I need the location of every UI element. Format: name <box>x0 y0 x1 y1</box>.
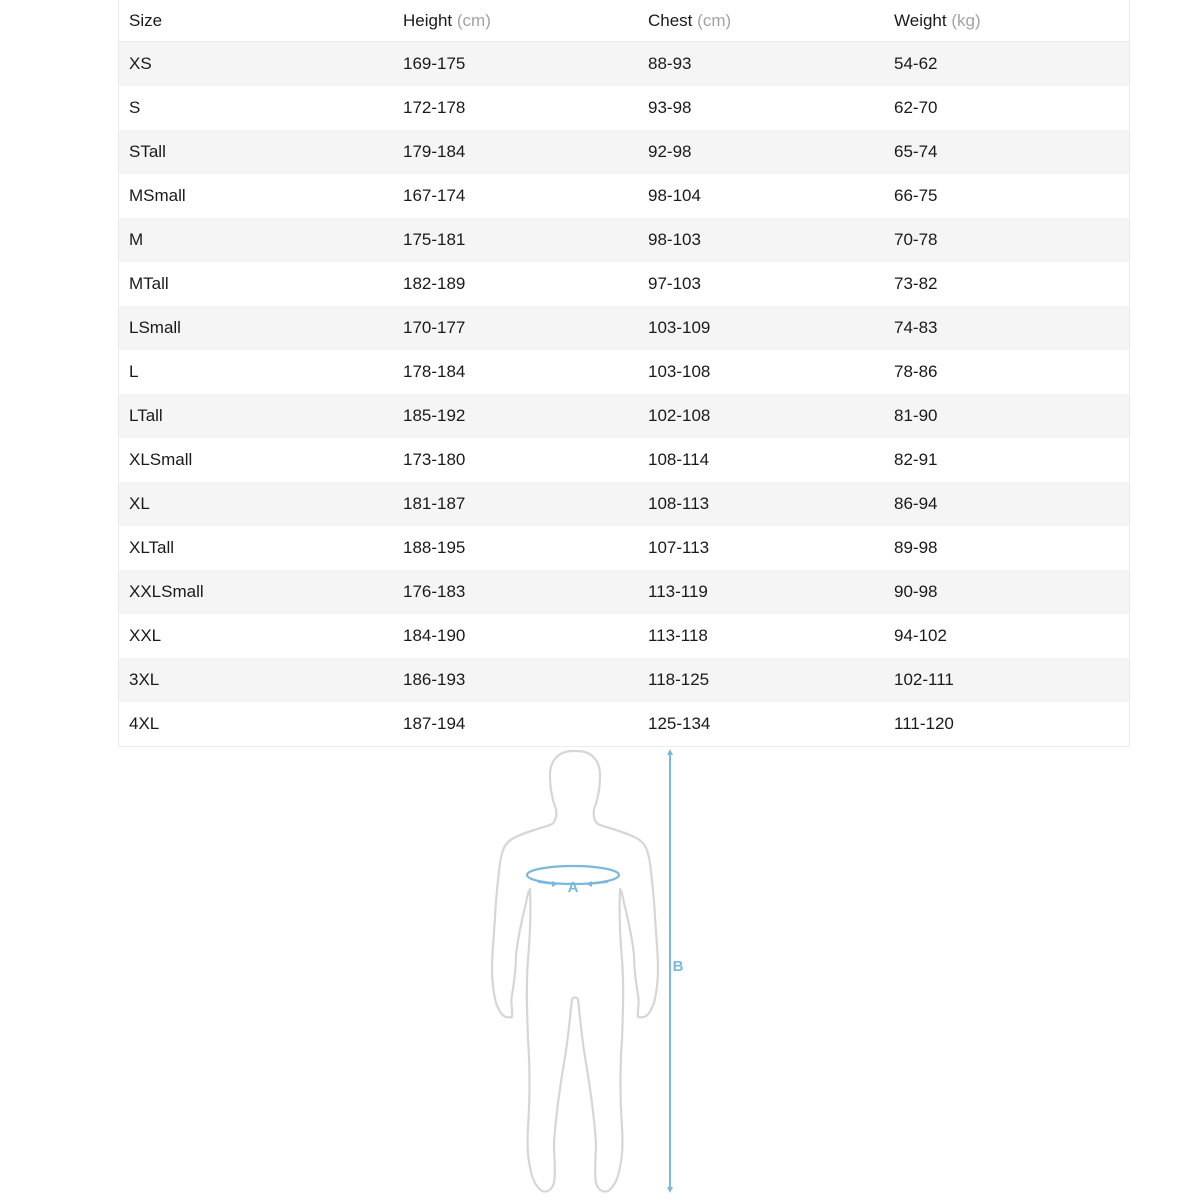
unit-label: (kg) <box>951 10 981 30</box>
cell-height: 185-192 <box>403 406 466 425</box>
cell-height: 173-180 <box>403 450 466 469</box>
cell-chest: 92-98 <box>648 142 692 161</box>
cell-height: 167-174 <box>403 186 466 205</box>
cell-size: M <box>129 230 144 249</box>
table-body <box>119 42 1129 746</box>
size-chart-table <box>118 0 1130 747</box>
cell-chest: 102-108 <box>648 406 711 425</box>
cell-chest: 107-113 <box>648 538 710 557</box>
cell-weight: 81-90 <box>894 406 938 425</box>
cell-height: 175-181 <box>403 230 466 249</box>
cell-height: 169-175 <box>403 54 466 73</box>
cell-height: 181-187 <box>403 494 466 513</box>
table-row <box>119 218 1129 262</box>
cell-chest: 103-108 <box>648 362 711 381</box>
cell-height: 179-184 <box>403 142 466 161</box>
height-marker-label: B <box>672 958 684 975</box>
cell-weight: 111-120 <box>894 714 954 733</box>
header-height: Height (cm) <box>403 10 491 30</box>
cell-chest: 113-119 <box>648 582 708 601</box>
table-row <box>119 526 1129 570</box>
chest-arrowhead-right <box>586 881 592 887</box>
cell-height: 188-195 <box>403 538 466 557</box>
table-row <box>119 614 1129 658</box>
table-header-row <box>119 0 1129 42</box>
cell-weight: 82-91 <box>894 450 938 469</box>
cell-chest: 97-103 <box>648 274 701 293</box>
table-row <box>119 438 1129 482</box>
cell-weight: 54-62 <box>894 54 938 73</box>
cell-chest: 125-134 <box>648 714 711 733</box>
cell-weight: 70-78 <box>894 230 938 249</box>
cell-size: XLSmall <box>129 450 193 469</box>
table-row <box>119 306 1129 350</box>
cell-weight: 66-75 <box>894 186 938 205</box>
cell-chest: 103-109 <box>648 318 711 337</box>
table-row <box>119 42 1129 86</box>
cell-height: 172-178 <box>403 98 466 117</box>
table-row <box>119 570 1129 614</box>
height-arrowhead-top <box>667 749 673 755</box>
cell-height: 182-189 <box>403 274 466 293</box>
figure-svg <box>470 747 710 1197</box>
table-row <box>119 262 1129 306</box>
cell-height: 184-190 <box>403 626 466 645</box>
cell-chest: 118-125 <box>648 670 710 689</box>
table-row <box>119 482 1129 526</box>
body-measurement-figure-icon <box>470 747 710 1197</box>
cell-size: 4XL <box>129 714 160 733</box>
cell-height: 187-194 <box>403 714 466 733</box>
body-outline <box>492 751 658 1192</box>
cell-size: XS <box>129 54 152 73</box>
cell-size: STall <box>129 142 166 161</box>
cell-weight: 62-70 <box>894 98 938 117</box>
chest-marker-label: A <box>567 879 579 896</box>
cell-weight: 94-102 <box>894 626 947 645</box>
table-row <box>119 86 1129 130</box>
cell-size: L <box>129 362 139 381</box>
cell-chest: 98-104 <box>648 186 701 205</box>
cell-size: S <box>129 98 141 117</box>
cell-weight: 90-98 <box>894 582 938 601</box>
table-row <box>119 174 1129 218</box>
header-weight: Weight (kg) <box>894 10 981 30</box>
cell-weight: 74-83 <box>894 318 938 337</box>
cell-size: LTall <box>129 406 163 425</box>
cell-size: XXLSmall <box>129 582 204 601</box>
cell-height: 170-177 <box>403 318 466 337</box>
cell-chest: 98-103 <box>648 230 701 249</box>
cell-height: 176-183 <box>403 582 466 601</box>
table-row <box>119 130 1129 174</box>
cell-size: XXL <box>129 626 162 645</box>
cell-size: 3XL <box>129 670 160 689</box>
table-row <box>119 658 1129 702</box>
cell-chest: 93-98 <box>648 98 692 117</box>
cell-weight: 89-98 <box>894 538 938 557</box>
cell-size: LSmall <box>129 318 181 337</box>
header-chest: Chest (cm) <box>648 10 732 30</box>
cell-size: MTall <box>129 274 169 293</box>
cell-chest: 108-113 <box>648 494 710 513</box>
header-size: Size <box>129 10 163 30</box>
cell-weight: 73-82 <box>894 274 938 293</box>
cell-weight: 65-74 <box>894 142 938 161</box>
table-row <box>119 394 1129 438</box>
cell-weight: 78-86 <box>894 362 938 381</box>
cell-chest: 113-118 <box>648 626 708 645</box>
unit-label: (cm) <box>456 10 491 30</box>
table-row <box>119 350 1129 394</box>
cell-chest: 88-93 <box>648 54 692 73</box>
cell-weight: 102-111 <box>894 670 954 689</box>
cell-size: MSmall <box>129 186 186 205</box>
cell-height: 186-193 <box>403 670 466 689</box>
cell-size: XLTall <box>129 538 175 557</box>
cell-weight: 86-94 <box>894 494 938 513</box>
height-arrowhead-bottom <box>667 1187 673 1193</box>
cell-size: XL <box>129 494 150 513</box>
unit-label: (cm) <box>697 10 732 30</box>
cell-height: 178-184 <box>403 362 466 381</box>
table-row <box>119 702 1129 746</box>
cell-chest: 108-114 <box>648 450 710 469</box>
chest-arrowhead-left <box>552 881 558 887</box>
